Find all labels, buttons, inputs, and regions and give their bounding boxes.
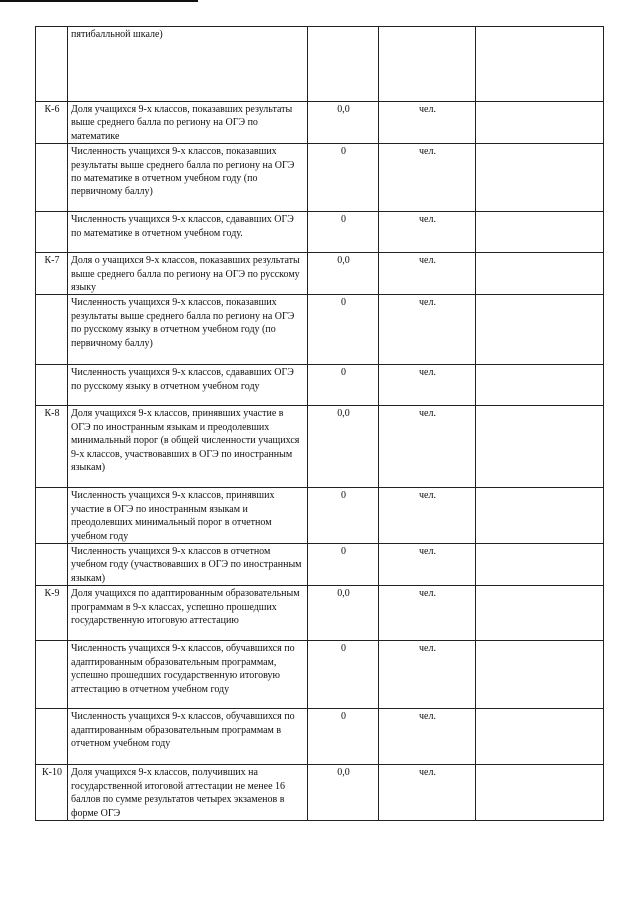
row-value: 0 <box>308 295 379 365</box>
row-unit: чел. <box>379 144 476 212</box>
table-row <box>36 586 604 641</box>
row-description: Численность учащихся 9-х классов, сдававших ОГЭ по математике в отчетном учебном году. <box>68 212 308 253</box>
row-extra-cell <box>476 144 604 212</box>
row-description: Доля учащихся 9-х классов, получивших на государственной итоговой аттестации не менее 16 баллов по сумме результатов четырех экзаменов в форме ОГЭ <box>68 765 308 821</box>
row-extra-cell <box>476 212 604 253</box>
row-code: К-7 <box>36 253 68 295</box>
row-code <box>36 295 68 365</box>
row-code: К-8 <box>36 406 68 488</box>
row-value: 0 <box>308 641 379 709</box>
row-description: Численность учащихся 9-х классов, обучавшихся по адаптированным образовательным программам, успешно прошедших государственную итоговую аттестацию в отчетном учебном году <box>68 641 308 709</box>
page-top-rule <box>0 0 198 2</box>
table-row <box>36 212 604 253</box>
row-unit: чел. <box>379 641 476 709</box>
row-extra-cell <box>476 365 604 406</box>
row-extra-cell <box>476 102 604 144</box>
row-description: Численность учащихся 9-х классов в отчетном учебном году (участвовавших в ОГЭ по иностранным языкам) <box>68 544 308 586</box>
row-description: Численность учащихся 9-х классов, сдававших ОГЭ по русскому языку в отчетном учебном году <box>68 365 308 406</box>
row-value: 0 <box>308 365 379 406</box>
row-extra-cell <box>476 488 604 544</box>
row-code <box>36 144 68 212</box>
row-unit: чел. <box>379 586 476 641</box>
row-value: 0 <box>308 212 379 253</box>
row-value: 0,0 <box>308 586 379 641</box>
row-value: 0 <box>308 709 379 765</box>
table-row <box>36 27 604 102</box>
row-extra-cell <box>476 406 604 488</box>
row-extra-cell <box>476 709 604 765</box>
table-row <box>36 295 604 365</box>
row-extra-cell <box>476 27 604 102</box>
row-extra-cell <box>476 641 604 709</box>
row-unit: чел. <box>379 765 476 821</box>
row-extra-cell <box>476 253 604 295</box>
table-row <box>36 102 604 144</box>
row-unit: чел. <box>379 488 476 544</box>
row-code <box>36 488 68 544</box>
row-code <box>36 27 68 102</box>
row-value: 0,0 <box>308 253 379 295</box>
row-code <box>36 212 68 253</box>
row-code <box>36 544 68 586</box>
row-description: пятибалльной шкале) <box>68 27 308 102</box>
row-value: 0 <box>308 488 379 544</box>
table-row <box>36 406 604 488</box>
row-code <box>36 709 68 765</box>
row-description: Доля учащихся 9-х классов, показавших результаты выше среднего балла по региону на ОГЭ по математике <box>68 102 308 144</box>
row-code: К-9 <box>36 586 68 641</box>
row-code <box>36 641 68 709</box>
row-code: К-10 <box>36 765 68 821</box>
table-row <box>36 641 604 709</box>
table-row <box>36 709 604 765</box>
row-unit: чел. <box>379 102 476 144</box>
table-row <box>36 144 604 212</box>
table-row <box>36 488 604 544</box>
row-unit: чел. <box>379 406 476 488</box>
row-unit: чел. <box>379 295 476 365</box>
indicators-table-body <box>36 27 604 821</box>
row-unit: чел. <box>379 709 476 765</box>
row-description: Численность учащихся 9-х классов, показавших результаты выше среднего балла по региону на ОГЭ по математике в отчетном учебном году (по первичному баллу) <box>68 144 308 212</box>
row-value: 0 <box>308 144 379 212</box>
table-row <box>36 253 604 295</box>
row-description: Численность учащихся 9-х классов, обучавшихся по адаптированным образовательным программам в отчетном учебном году <box>68 709 308 765</box>
row-unit: чел. <box>379 253 476 295</box>
row-unit: чел. <box>379 212 476 253</box>
row-description: Доля о учащихся 9-х классов, показавших результаты выше среднего балла по региону на ОГЭ по русскому языку <box>68 253 308 295</box>
row-code: К-6 <box>36 102 68 144</box>
row-value: 0,0 <box>308 102 379 144</box>
row-extra-cell <box>476 544 604 586</box>
row-description: Доля учащихся 9-х классов, принявших участие в ОГЭ по иностранным языкам и преодолевших минимальный порог (в общей численности учащихся 9-х классов, участвовавших в ОГЭ по иностранным языкам) <box>68 406 308 488</box>
indicators-table <box>35 26 604 821</box>
row-value: 0,0 <box>308 765 379 821</box>
row-value: 0,0 <box>308 406 379 488</box>
row-value: 0 <box>308 544 379 586</box>
table-row <box>36 544 604 586</box>
row-description: Численность учащихся 9-х классов, принявших участие в ОГЭ по иностранным языкам и преодолевших минимальный порог в отчетном учебном году <box>68 488 308 544</box>
row-unit <box>379 27 476 102</box>
table-row <box>36 765 604 821</box>
row-extra-cell <box>476 586 604 641</box>
row-unit: чел. <box>379 544 476 586</box>
row-description: Численность учащихся 9-х классов, показавших результаты выше среднего балла по региону на ОГЭ по русскому языку в отчетном учебном году (по первичному баллу) <box>68 295 308 365</box>
table-row <box>36 365 604 406</box>
row-extra-cell <box>476 765 604 821</box>
row-extra-cell <box>476 295 604 365</box>
row-value <box>308 27 379 102</box>
row-description: Доля учащихся по адаптированным образовательным программам в 9-х классах, успешно прошедших государственную итоговую аттестацию <box>68 586 308 641</box>
row-unit: чел. <box>379 365 476 406</box>
row-code <box>36 365 68 406</box>
